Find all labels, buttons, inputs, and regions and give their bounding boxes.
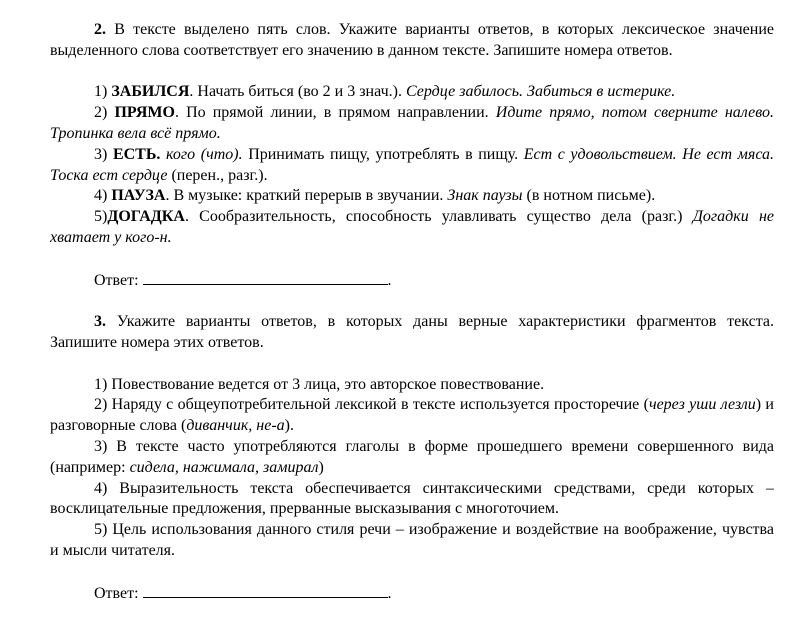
bold-text: ПАУЗА bbox=[111, 187, 166, 205]
italic-example: через уши лезли bbox=[648, 396, 756, 414]
answer-label: Ответ: bbox=[94, 271, 143, 289]
italic-example: Знак паузы bbox=[447, 187, 523, 205]
text-segment: 3) bbox=[94, 145, 113, 163]
italic-example: Ест с удовольствием. Не ест мяса. Тоска ест сердце bbox=[50, 145, 775, 184]
bold-text: ЕСТЬ. bbox=[112, 145, 161, 163]
text-segment: 3) В тексте часто употребляются глаголы в форме прошедшего времени совершенного вида (например: bbox=[50, 437, 774, 476]
text-segment: 4) Выразительность текста обеспечивается синтаксическими средствами, среди которых – восклицательные предложения, прерванные высказывания с многоточием. bbox=[50, 479, 774, 518]
text-segment: (в нотном письме). bbox=[522, 187, 656, 205]
bold-text: 3. bbox=[94, 313, 106, 331]
task-3-answer bbox=[50, 583, 774, 605]
answer-end: . bbox=[387, 271, 392, 289]
text-segment: . Начать биться (во 2 и 3 знач.). bbox=[189, 83, 406, 101]
task-2-options bbox=[50, 82, 774, 248]
answer-option-4 bbox=[50, 186, 774, 207]
text-segment: 5) bbox=[94, 208, 108, 226]
text-segment: . По прямой линии, в прямом направлении. bbox=[174, 104, 496, 122]
answer-option-1 bbox=[50, 82, 774, 103]
text-segment: 1) bbox=[94, 83, 112, 101]
italic-example: диванчик, не-а bbox=[186, 417, 285, 435]
answer-option-3 bbox=[50, 145, 774, 187]
text-segment: 1) Повествование ведется от 3 лица, это авторское повествование. bbox=[94, 375, 545, 393]
answer-blank-field[interactable] bbox=[143, 270, 388, 285]
task-2 bbox=[50, 20, 774, 291]
answer-option-4 bbox=[50, 479, 774, 521]
text-segment: 5) Цель использования данного стиля речи – изображение и воздействие на воображение, чувства и мысли читателя. bbox=[50, 521, 774, 559]
answer-option-5 bbox=[50, 520, 774, 562]
text-segment: ) и разговорные слова ( bbox=[50, 396, 774, 435]
bold-text: ЗАБИЛСЯ bbox=[111, 83, 190, 101]
answer-option-5 bbox=[50, 207, 774, 249]
answer-label: Ответ: bbox=[94, 584, 143, 602]
text-segment: 2) Наряду с общеупотребительной лексикой в тексте используется просторечие ( bbox=[94, 396, 649, 414]
italic-example: Сердце забилось. Забиться в истерике. bbox=[405, 83, 676, 101]
bold-text: ДОГАДКА bbox=[107, 208, 185, 226]
italic-example: кого (что). bbox=[166, 145, 243, 163]
document-page bbox=[50, 20, 774, 604]
text-segment: В тексте выделено пять слов. Укажите варианты ответов, в которых лексическое значение выделенного слова соответствует его значению в данном тексте. Запишите номера ответов. bbox=[50, 21, 774, 59]
italic-example: сидела, нажимала, замирал bbox=[129, 458, 319, 476]
task-2-answer bbox=[50, 270, 774, 292]
text-segment: . В музыке: краткий перерыв в звучании. bbox=[165, 187, 448, 205]
answer-blank-field[interactable] bbox=[143, 583, 388, 598]
text-segment: ). bbox=[284, 417, 294, 435]
task-3 bbox=[50, 312, 774, 604]
text-segment: 4) bbox=[94, 187, 112, 205]
italic-example: Догадки не хватает у кого-н. bbox=[50, 208, 775, 246]
text-segment: ) bbox=[318, 458, 324, 476]
italic-example: Идите прямо, потом сверните налево. Тропинка вела всё прямо. bbox=[50, 104, 774, 142]
answer-end: . bbox=[387, 584, 392, 602]
task-3-question bbox=[50, 312, 774, 354]
task-3-options bbox=[50, 375, 774, 562]
answer-option-2 bbox=[50, 103, 774, 145]
text-segment: Принимать пищу, употреблять в пищу. bbox=[242, 145, 524, 163]
bold-text: 2. bbox=[94, 21, 106, 38]
bold-text: ПРЯМО bbox=[114, 104, 175, 122]
answer-option-3 bbox=[50, 437, 774, 479]
text-segment: Укажите варианты ответов, в которых даны верные характеристики фрагментов текста. Запишите номера этих ответов. bbox=[50, 313, 774, 351]
task-2-question bbox=[50, 20, 774, 62]
text-segment: (перен., разг.). bbox=[167, 166, 268, 184]
answer-option-2 bbox=[50, 395, 774, 437]
text-segment: 2) bbox=[94, 104, 115, 122]
text-segment: . Сообразительность, способность улавливать существо дела (разг.) bbox=[184, 208, 693, 226]
answer-option-1 bbox=[50, 375, 774, 396]
